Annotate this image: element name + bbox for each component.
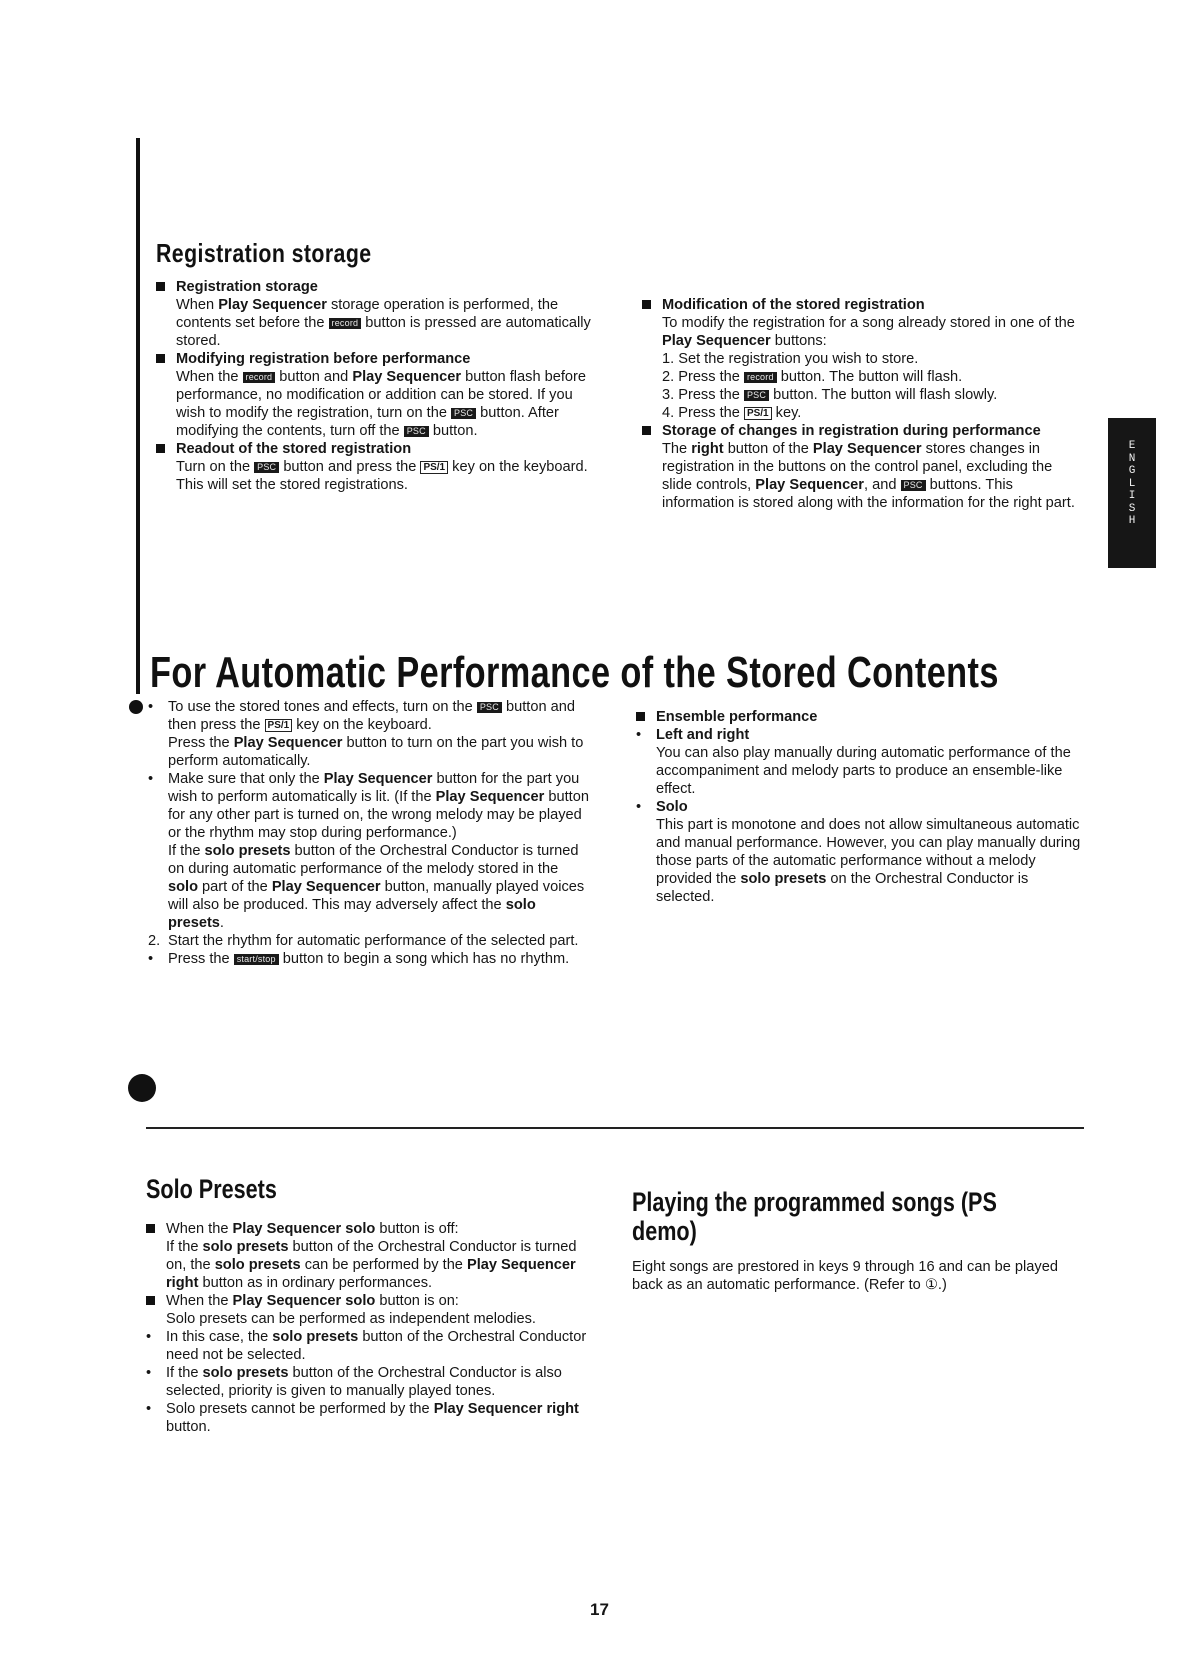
item-text: Solo presets cannot be performed by the Play Sequencer right button.	[166, 1401, 579, 1435]
psc-button-icon: PSC	[744, 390, 769, 401]
ps1-key-icon: PS/1	[265, 719, 293, 732]
item-text: To use the stored tones and effects, turn on the PSC button and then press the PS/1 key on the keyboard.	[168, 699, 575, 733]
item-text: Turn on the PSC button and press the PS/1 key on the keyboard. This will set the stored registrations.	[176, 459, 588, 493]
item-text: This part is monotone and does not allow simultaneous automatic and manual performance. However, you can play manually during those parts of the automatic performance without a melody provided the solo presets on the Orchestral Conductor is selected.	[656, 817, 1081, 905]
programmed-songs-text: Eight songs are prestored in keys 9 through 16 and can be played back as an automatic performance. (Refer to ①.)	[632, 1259, 1058, 1293]
list-item	[642, 296, 1082, 422]
item-text: If the solo presets button of the Orchestral Conductor is turned on during automatic performance of the melody stored in the solo part of the Play Sequencer button, manually played voices will also be produced. This may adversely affect the solo presets.	[168, 843, 585, 931]
automatic-performance-heading: For Automatic Performance of the Stored Contents	[150, 648, 999, 697]
list-item	[146, 1400, 594, 1436]
bullet-icon: •	[636, 799, 642, 815]
item-text: If the solo presets button of the Orchestral Conductor is also selected, priority is given to manually played tones.	[166, 1365, 562, 1399]
margin-rule	[136, 138, 140, 694]
list-item	[148, 698, 592, 734]
list-item	[148, 770, 592, 842]
bullet: •	[146, 1401, 152, 1417]
psc-button-icon: PSC	[451, 408, 476, 419]
square-bullet-icon	[156, 282, 165, 291]
solo-presets-heading: Solo Presets	[146, 1174, 277, 1204]
list-item	[146, 1238, 594, 1292]
language-tab	[1108, 418, 1156, 568]
list-item	[642, 422, 1082, 512]
psc-button-icon: PSC	[404, 426, 429, 437]
record-button-icon: record	[744, 372, 777, 383]
registration-storage-heading: Registration storage	[156, 238, 372, 268]
list-item	[146, 1310, 594, 1328]
item-label: Solo	[656, 799, 688, 815]
item-label: Ensemble performance	[656, 709, 818, 725]
item-text: When the record button and Play Sequencer button flash before performance, no modification or addition can be stored. If you wish to modify the registration, turn on the PSC button. After modifying the contents, turn off the PSC button.	[176, 369, 586, 439]
bullet: •	[148, 771, 154, 787]
bullet-icon: •	[636, 727, 642, 743]
item-text: Solo presets can be performed as independent melodies.	[166, 1311, 536, 1327]
square-bullet-icon	[642, 300, 651, 309]
solo-presets-column	[146, 1220, 594, 1436]
page-number: 17	[590, 1600, 609, 1619]
list-item	[146, 1292, 594, 1310]
record-button-icon: record	[243, 372, 276, 383]
psc-button-icon: PSC	[254, 462, 279, 473]
record-button-icon: record	[329, 318, 362, 329]
square-bullet-icon	[146, 1296, 155, 1305]
bullet: 2.	[148, 933, 161, 949]
list-item	[148, 950, 592, 968]
item-label: Storage of changes in registration during performance	[662, 423, 1041, 439]
item-text: In this case, the solo presets button of the Orchestral Conductor need not be selected.	[166, 1329, 587, 1363]
bullet-dot-icon	[129, 700, 143, 714]
list-item	[636, 726, 1084, 798]
automatic-left-column	[148, 698, 592, 968]
item-text: When the Play Sequencer solo button is on:	[166, 1293, 459, 1309]
square-bullet-icon	[636, 712, 645, 721]
item-label: Modification of the stored registration	[662, 297, 925, 313]
step: 4. Press the PS/1 key.	[662, 405, 802, 421]
item-text: The right button of the Play Sequencer stores changes in registration in the buttons on the control panel, excluding the slide controls, Play Sequencer, and PSC buttons. This information is stored along with the information for the right part.	[662, 441, 1075, 511]
step: 1. Set the registration you wish to store.	[662, 351, 919, 367]
item-text: Start the rhythm for automatic performance of the selected part.	[168, 933, 579, 949]
item-text: When the Play Sequencer solo button is off:	[166, 1221, 459, 1237]
item-text: Make sure that only the Play Sequencer button for the part you wish to perform automatically is lit. (If the Play Sequencer button for any other part is turned on, the wrong melody may be played or the rhythm may stop during performance.)	[168, 771, 589, 841]
automatic-right-column	[636, 708, 1084, 906]
item-label: Left and right	[656, 727, 750, 743]
step: 2. Press the record button. The button will flash.	[662, 369, 963, 385]
bullet: •	[148, 699, 154, 715]
item-text: To modify the registration for a song already stored in one of the Play Sequencer buttons:	[662, 315, 1075, 349]
square-bullet-icon	[146, 1224, 155, 1233]
step: 3. Press the PSC button. The button will flash slowly.	[662, 387, 998, 403]
language-tab-label: E N G L I S H	[1128, 440, 1136, 527]
list-item	[146, 1364, 594, 1400]
start-stop-button-icon: start/stop	[234, 954, 279, 965]
bullet: •	[148, 951, 154, 967]
list-item	[148, 932, 592, 950]
item-text: If the solo presets button of the Orchestral Conductor is turned on, the solo presets can be performed by the Play Sequencer right button as in ordinary performances.	[166, 1239, 577, 1291]
square-bullet-icon	[156, 444, 165, 453]
list-item	[148, 842, 592, 932]
item-label: Modifying registration before performance	[176, 351, 471, 367]
section-divider	[146, 1127, 1084, 1129]
item-label: Readout of the stored registration	[176, 441, 412, 457]
item-text: Press the start/stop button to begin a song which has no rhythm.	[168, 951, 570, 967]
programmed-songs-heading: Playing the programmed songs (PS demo)	[632, 1187, 997, 1246]
bullet: •	[146, 1365, 152, 1381]
list-item	[146, 1328, 594, 1364]
registration-right-column	[642, 296, 1082, 512]
item-text: You can also play manually during automatic performance of the accompaniment and melody parts to produce an ensemble-like effect.	[656, 745, 1071, 797]
square-bullet-icon	[642, 426, 651, 435]
list-item	[156, 278, 600, 350]
list-item	[636, 708, 1084, 726]
list-item	[148, 734, 592, 770]
ps1-key-icon: PS/1	[744, 407, 772, 420]
list-item	[636, 798, 1084, 906]
list-item	[156, 440, 600, 494]
psc-button-icon: PSC	[477, 702, 502, 713]
item-text: Press the Play Sequencer button to turn on the part you wish to perform automatically.	[168, 735, 584, 769]
list-item	[146, 1220, 594, 1238]
list-item	[156, 350, 600, 440]
ps1-key-icon: PS/1	[420, 461, 448, 474]
item-label: Registration storage	[176, 279, 318, 295]
section-dot-icon	[128, 1074, 156, 1102]
psc-button-icon: PSC	[901, 480, 926, 491]
square-bullet-icon	[156, 354, 165, 363]
item-text: When Play Sequencer storage operation is performed, the contents set before the record button is pressed are automatically stored.	[176, 297, 591, 349]
bullet: •	[146, 1329, 152, 1345]
registration-left-column	[156, 278, 600, 494]
